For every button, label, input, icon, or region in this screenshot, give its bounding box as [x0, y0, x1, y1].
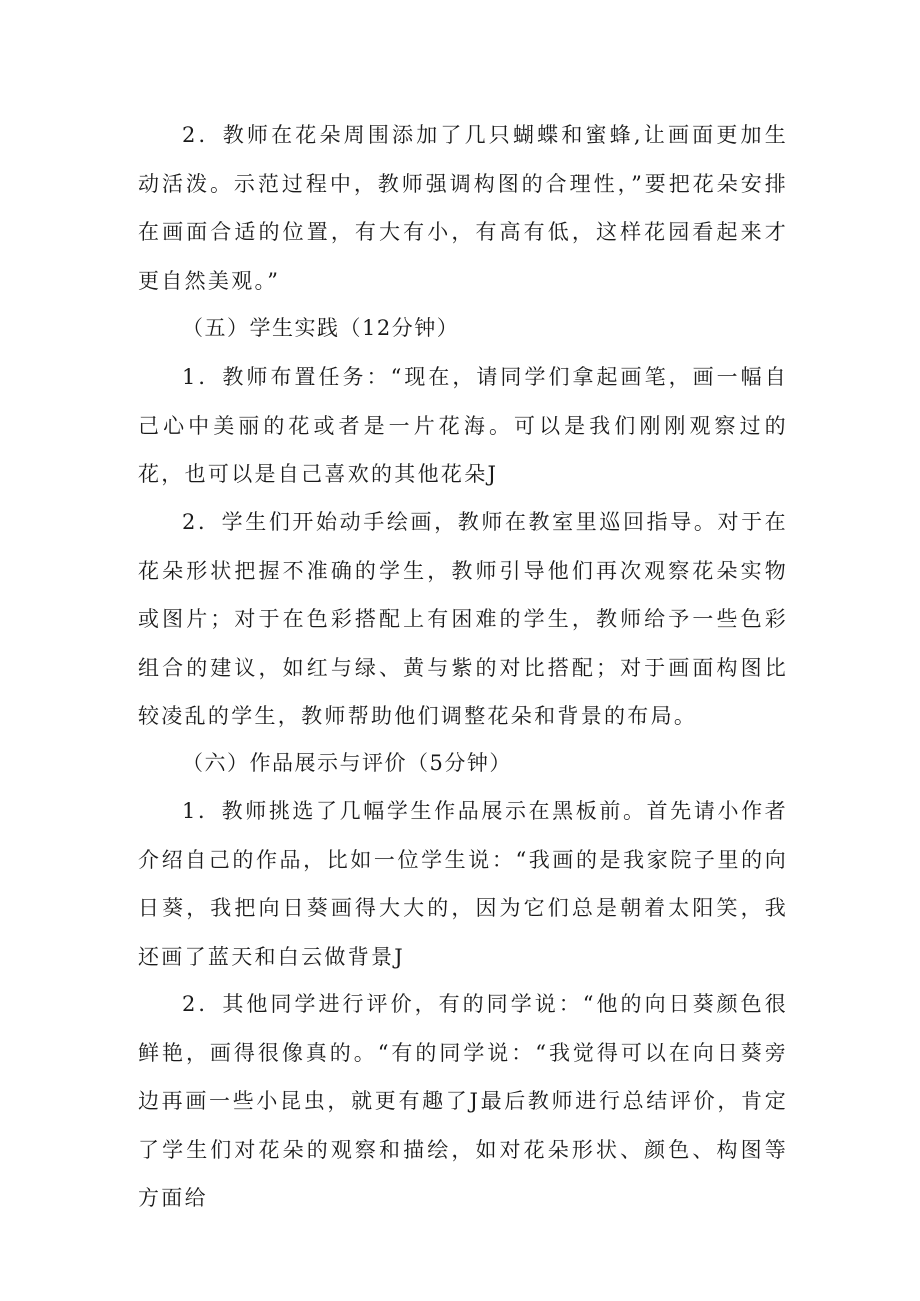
section-heading-student-practice: （五）学生实践（12分钟）	[182, 316, 460, 340]
paragraph-peer-evaluation: 2．其他同学进行评价，有的同学说：“他的向日葵颜色很鲜艳，画得很像真的。“有的同学说：“我觉得可以在向日葵旁边再画一些小昆虫，就更有趣了J最后教师进行总结评价，肯定了学生们对花朵的观察和描绘，如对花朵形状、颜色、构图等方面给	[138, 992, 788, 1210]
paragraph-students-drawing: 2．学生们开始动手绘画，教师在教室里巡回指导。对于在花朵形状把握不准确的学生，教师引导他们再次观察花朵实物或图片；对于在色彩搭配上有困难的学生，教师给予一些色彩组合的建议，如红与绿、黄与紫的对比搭配；对于画面构图比较凌乱的学生，教师帮助他们调整花朵和背景的布局。	[138, 510, 788, 728]
paragraph-assign-task: 1．教师布置任务：“现在，请同学们拿起画笔，画一幅自己心中美丽的花或者是一片花海。可以是我们刚刚观察过的花，也可以是自己喜欢的其他花朵J	[138, 365, 788, 486]
paragraph-showcase-works: 1．教师挑选了几幅学生作品展示在黑板前。首先请小作者介绍自己的作品，比如一位学生说：“我画的是我家院子里的向日葵，我把向日葵画得大大的，因为它们总是朝着太阳笑，我还画了蓝天和白云做背景J	[138, 799, 788, 969]
paragraph-teacher-demo-butterflies: 2．教师在花朵周围添加了几只蝴蝶和蜜蜂,让画面更加生动活泼。示范过程中，教师强调构图的合理性，”要把花朵安排在画面合适的位置，有大有小，有高有低，这样花园看起来才更自然美观。”	[138, 123, 788, 293]
section-heading-showcase-evaluation: （六）作品展示与评价（5分钟）	[182, 751, 512, 775]
